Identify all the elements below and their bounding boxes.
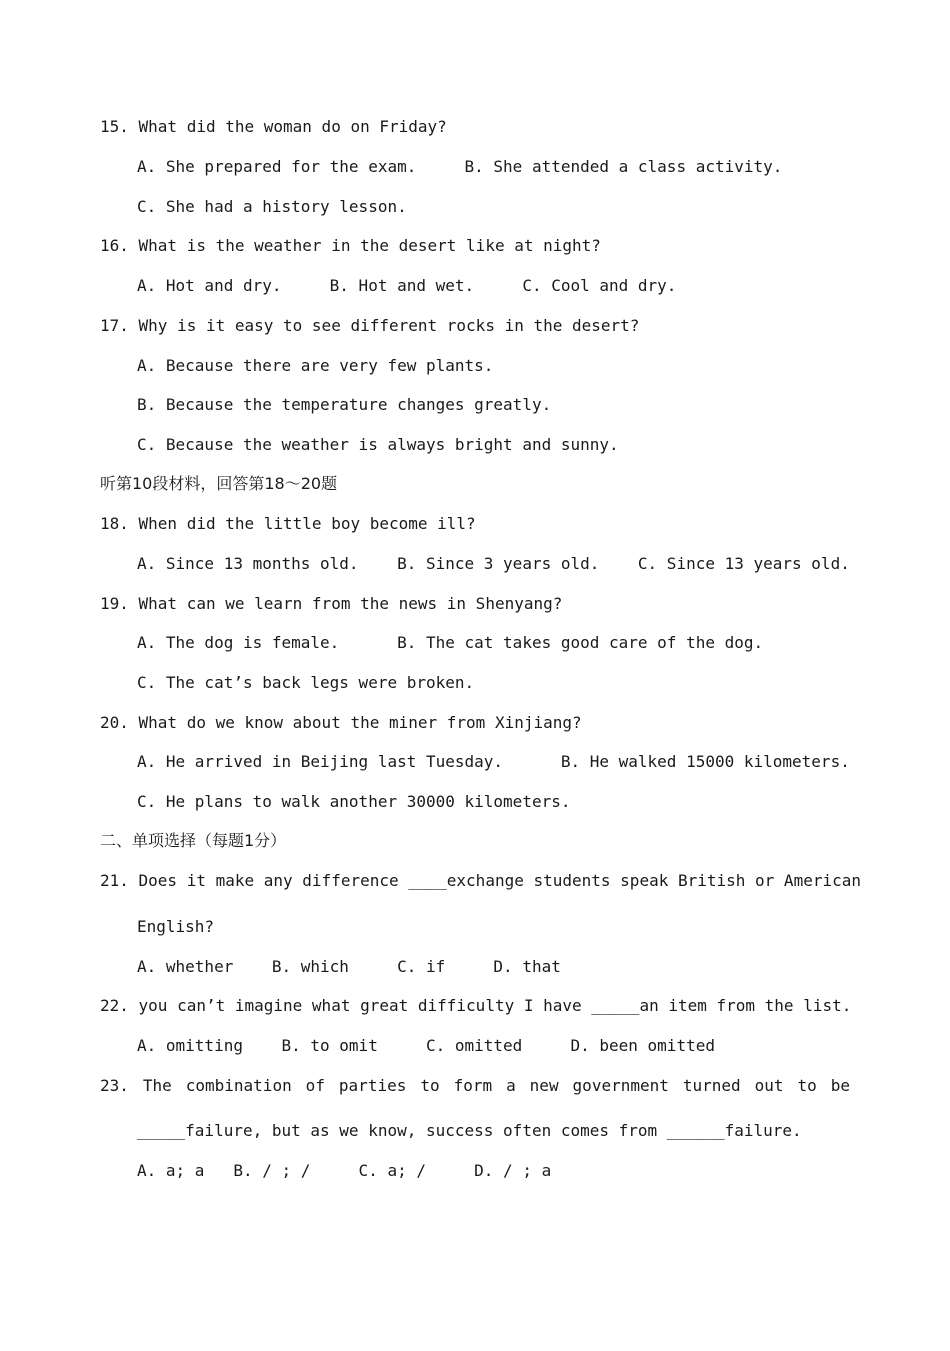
q17-option-c: C. Because the weather is always bright and sunny. [137,435,619,454]
question-17: 17. Why is it easy to see different rocks in the desert? [100,316,640,335]
q17-option-a: A. Because there are very few plants. [137,356,494,375]
question-19: 19. What can we learn from the news in Shenyang? [100,594,563,613]
question-16: 16. What is the weather in the desert like at night? [100,236,601,255]
q21-options: A. whether B. which C. if D. that [137,957,561,976]
question-21: 21. Does it make any difference ____exchange students speak British or American [100,871,861,890]
q19-option-c: C. The cat’s back legs were broken. [137,673,475,692]
q16-options: A. Hot and dry. B. Hot and wet. C. Cool and dry. [137,276,677,295]
section-10-heading: 听第10段材料，回答第18～20题 [100,474,338,493]
q23-options: A. a; a B. / ; / C. a; / D. / ; a [137,1161,552,1180]
q20-options-ab: A. He arrived in Beijing last Tuesday. B. He walked 15000 kilometers. [137,752,850,771]
question-22: 22. you can’t imagine what great difficulty I have _____an item from the list. [100,996,852,1015]
question-20: 20. What do we know about the miner from Xinjiang? [100,713,582,732]
question-23: 23. The combination of parties to form a new government turned out to be [100,1076,850,1095]
q21-continuation: English? [137,917,215,936]
question-15: 15. What did the woman do on Friday? [100,117,447,136]
q15-options-ab: A. She prepared for the exam. B. She attended a class activity. [137,157,783,176]
q18-options: A. Since 13 months old. B. Since 3 years old. C. Since 13 years old. [137,554,850,573]
q17-option-b: B. Because the temperature changes greatly. [137,395,552,414]
question-18: 18. When did the little boy become ill? [100,514,476,533]
q19-options-ab: A. The dog is female. B. The cat takes good care of the dog. [137,633,764,652]
q15-option-c: C. She had a history lesson. [137,197,407,216]
q20-option-c: C. He plans to walk another 30000 kilometers. [137,792,571,811]
part-2-heading: 二、单项选择（每题1分） [100,831,287,850]
q23-continuation: _____failure, but as we know, success often comes from ______failure. [137,1121,802,1140]
q22-options: A. omitting B. to omit C. omitted D. been omitted [137,1036,715,1055]
